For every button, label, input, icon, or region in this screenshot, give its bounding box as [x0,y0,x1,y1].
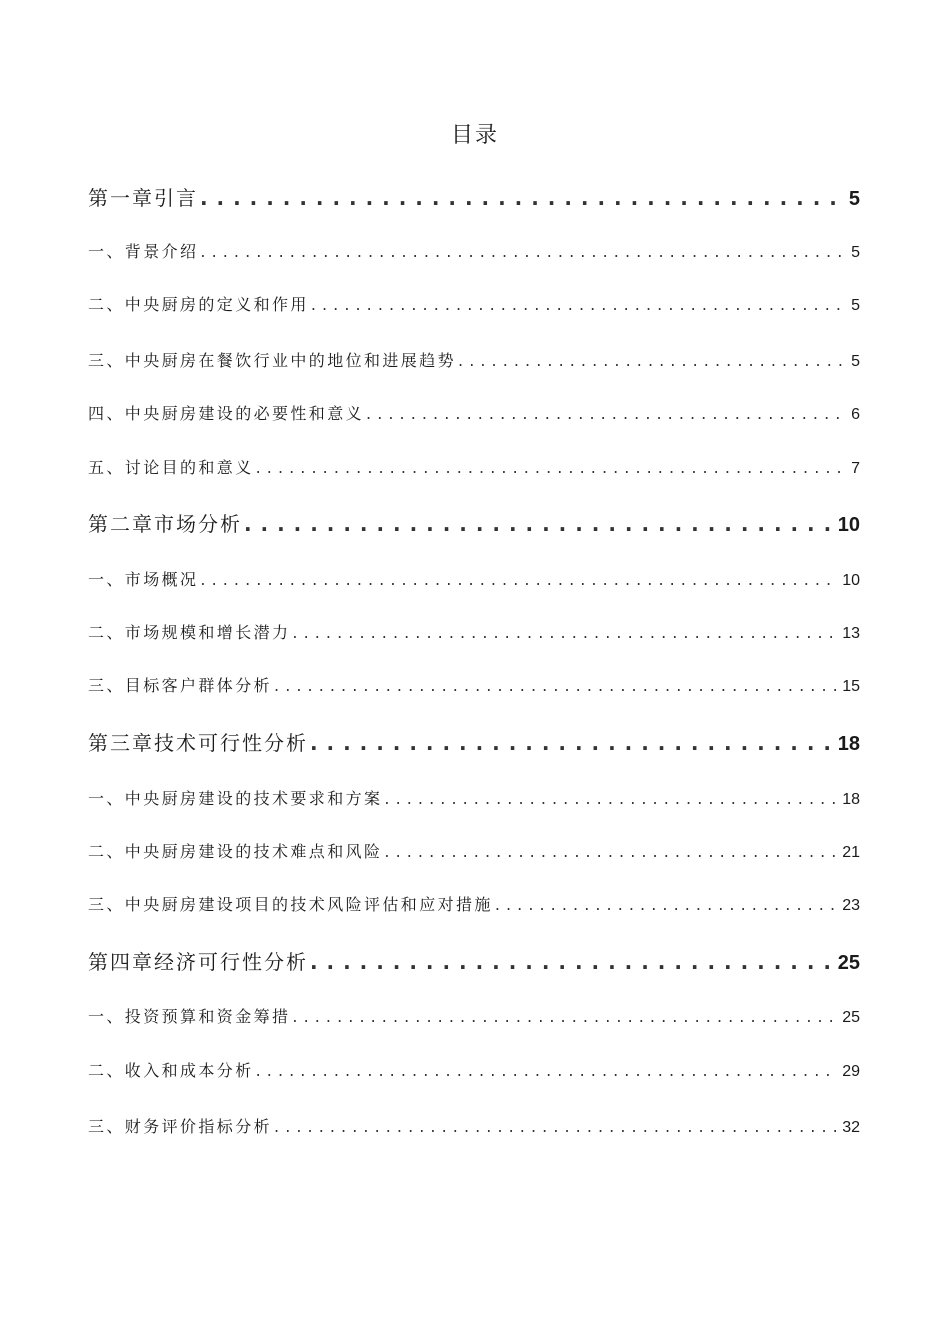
toc-chapter-4[interactable] [88,946,860,975]
toc-section-2-3[interactable] [88,673,860,696]
toc-section-3-1[interactable] [88,786,860,809]
dot-leader [274,676,838,695]
toc-section-1-2[interactable] [88,292,860,315]
toc-section-1-5[interactable] [88,455,860,478]
toc-chapter-1[interactable] [88,182,860,211]
toc-chapter-3[interactable] [88,727,860,756]
toc-page-number: 7 [851,460,860,477]
dot-leader [200,186,845,210]
toc-page-number: 18 [837,733,860,755]
toc-entry-text: 三、财务评价指标分析 [88,1117,273,1136]
toc-page-number: 13 [842,625,860,642]
dot-leader [274,1117,838,1136]
toc-page-number: 23 [842,897,860,914]
toc-entry-text: 一、背景介绍 [88,242,199,261]
toc-entry-text: 五、讨论目的和意义 [88,458,254,477]
toc-section-1-4[interactable] [88,401,860,424]
dot-leader [256,1061,839,1080]
toc-page-number: 6 [851,406,860,423]
dot-leader [311,295,847,314]
toc-page-number: 5 [851,297,860,314]
dot-leader [458,351,847,370]
dot-leader [310,731,834,755]
toc-page-number: 29 [842,1063,860,1080]
toc-page-number: 18 [842,791,860,808]
dot-leader [310,950,834,974]
dot-leader [200,570,838,589]
toc-title: 目录 [450,123,499,148]
toc-page-number: 32 [842,1119,860,1136]
dot-leader [495,895,838,914]
toc-section-3-3[interactable] [88,892,860,915]
toc-section-2-1[interactable] [88,567,860,590]
toc-section-1-3[interactable] [88,348,860,371]
toc-entry-text: 第一章引言 [88,186,198,210]
toc-page-number: 5 [851,353,860,370]
toc-page-number: 10 [837,514,860,536]
toc-section-1-1[interactable] [88,239,860,262]
dot-leader [384,842,838,861]
toc-entry-text: 二、市场规模和增长潜力 [88,623,291,642]
dot-leader [200,242,847,261]
toc-entry-text: 三、目标客户群体分析 [88,676,273,695]
toc-page-number: 25 [837,952,860,974]
toc-entry-text: 一、市场概况 [88,570,199,589]
toc-page-number: 25 [842,1009,860,1026]
dot-leader [292,623,838,642]
toc-entry-text: 第二章市场分析 [88,512,242,536]
toc-entry-text: 三、中央厨房在餐饮行业中的地位和进展趋势 [88,351,457,370]
dot-leader [256,458,847,477]
toc-entry-text: 二、中央厨房建设的技术难点和风险 [88,842,383,861]
toc-page-number: 21 [842,844,860,861]
toc-entry-text: 一、投资预算和资金筹措 [88,1007,291,1026]
toc-entry-text: 第三章技术可行性分析 [88,731,308,755]
toc-entry-text: 二、中央厨房的定义和作用 [88,295,309,314]
toc-section-4-3[interactable] [88,1114,860,1137]
toc-entry-text: 二、收入和成本分析 [88,1061,254,1080]
toc-section-2-2[interactable] [88,620,860,643]
toc-page-number: 10 [842,572,860,589]
toc-entry-text: 四、中央厨房建设的必要性和意义 [88,404,365,423]
dot-leader [244,512,834,536]
toc-chapter-2[interactable] [88,508,860,537]
toc-section-4-2[interactable] [88,1058,860,1081]
dot-leader [384,789,838,808]
dot-leader [292,1007,838,1026]
toc-page-number: 15 [842,678,860,695]
toc-section-3-2[interactable] [88,839,860,862]
dot-leader [366,404,847,423]
toc-section-4-1[interactable] [88,1004,860,1027]
toc-page-number: 5 [848,188,860,210]
toc-entry-text: 三、中央厨房建设项目的技术风险评估和应对措施 [88,895,493,914]
toc-entry-text: 一、中央厨房建设的技术要求和方案 [88,789,383,808]
toc-page-number: 5 [851,244,860,261]
toc-entry-text: 第四章经济可行性分析 [88,950,308,974]
